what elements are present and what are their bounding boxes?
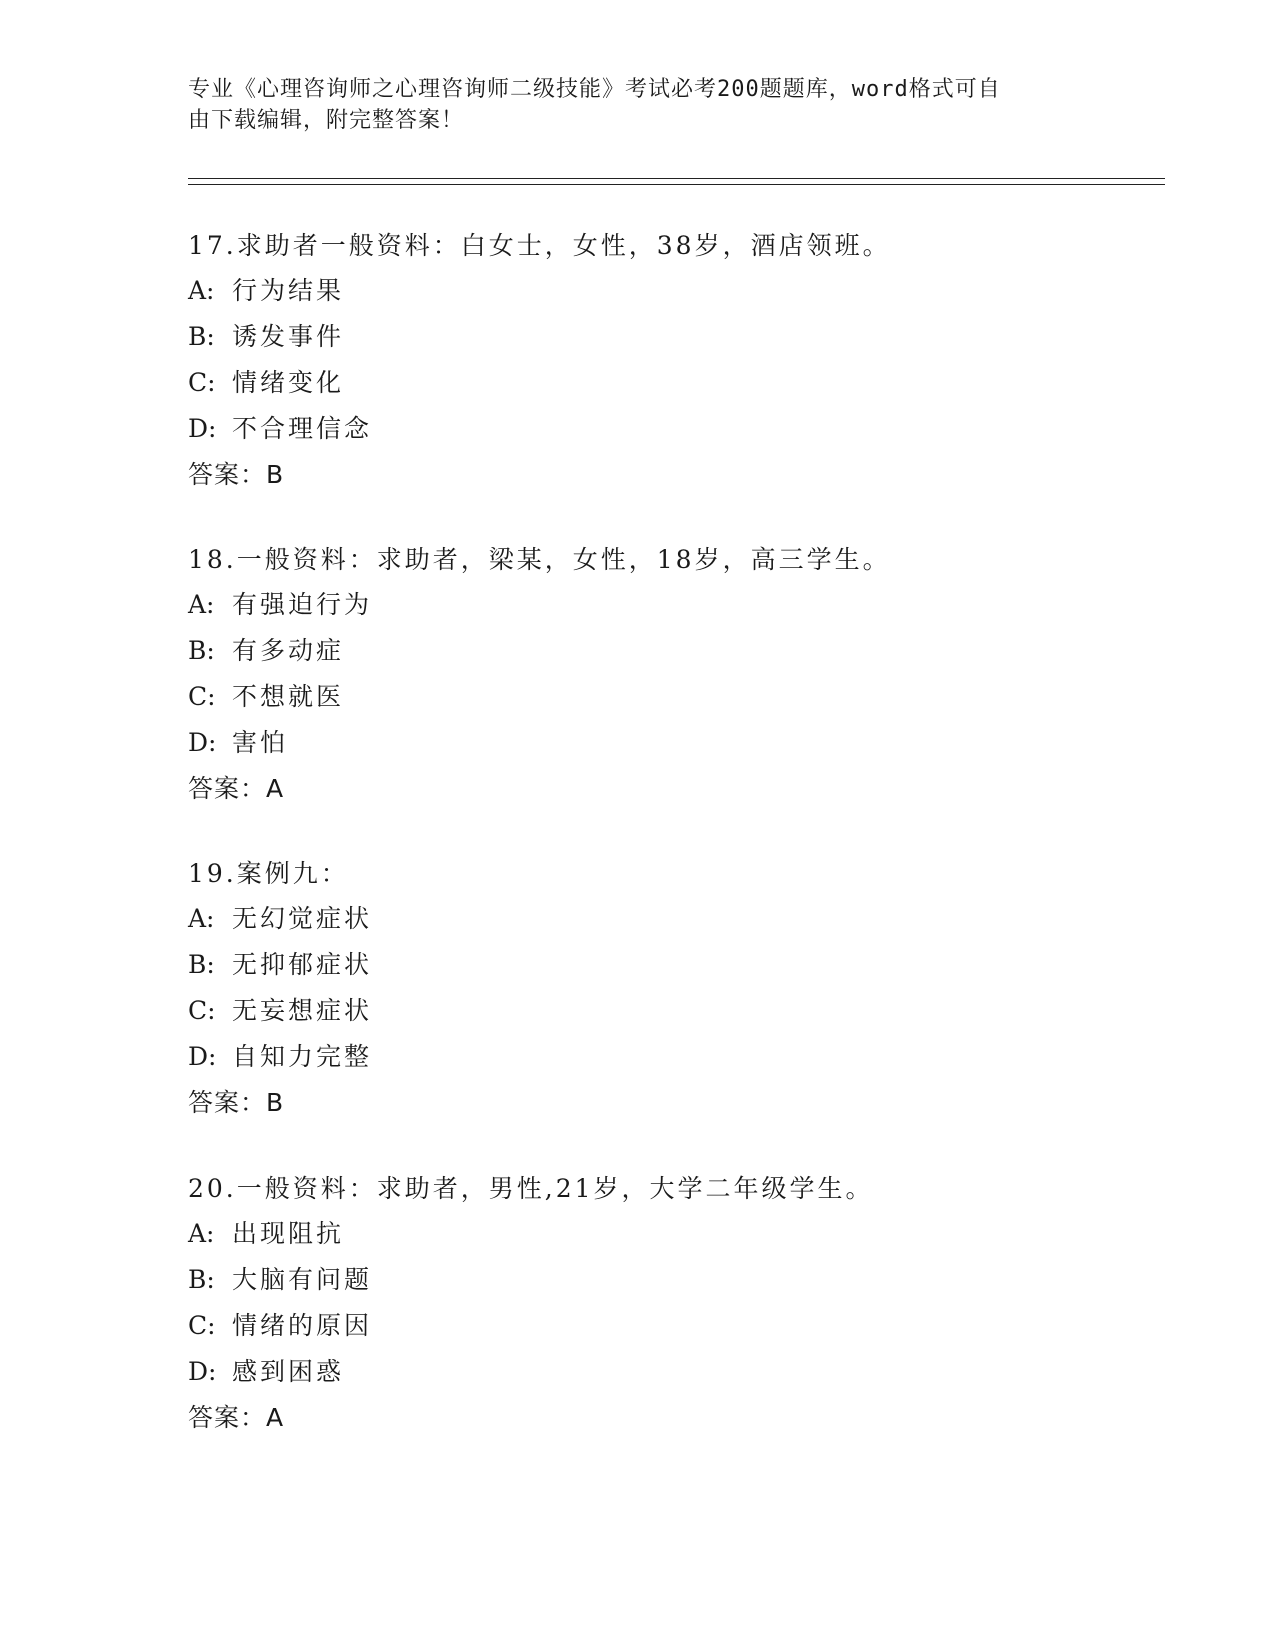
option-text: 出现阻抗 [232, 1219, 345, 1248]
question-18 [188, 537, 1188, 812]
option-a [188, 268, 1188, 314]
option-letter: C: [188, 682, 216, 711]
option-b [188, 314, 1188, 360]
option-text: 自知力完整 [232, 1042, 373, 1071]
option-c [188, 674, 1188, 720]
option-c [188, 360, 1188, 406]
header-divider-bottom [188, 184, 1165, 185]
option-text: 不想就医 [232, 682, 345, 711]
option-letter: B: [188, 322, 215, 351]
option-letter: D: [188, 1357, 217, 1386]
option-d [188, 1349, 1188, 1395]
question-stem: 18.一般资料：求助者，梁某，女性，18岁，高三学生。 [188, 545, 891, 574]
answer-line: 答案：B [188, 460, 285, 489]
option-text: 有多动症 [232, 636, 345, 665]
header-line-1: 专业《心理咨询师之心理咨询师二级技能》考试必考200题题库，word格式可自 [188, 77, 1001, 102]
option-text: 害怕 [232, 728, 289, 757]
option-b [188, 942, 1188, 988]
option-text: 无妄想症状 [232, 996, 373, 1025]
option-letter: A: [188, 276, 215, 305]
option-text: 无幻觉症状 [232, 904, 373, 933]
option-d [188, 720, 1188, 766]
option-a [188, 582, 1188, 628]
option-text: 感到困惑 [232, 1357, 345, 1386]
header-divider-top [188, 178, 1165, 179]
option-b [188, 628, 1188, 674]
option-letter: A: [188, 904, 215, 933]
option-c [188, 1303, 1188, 1349]
option-a [188, 896, 1188, 942]
option-letter: D: [188, 1042, 217, 1071]
option-letter: D: [188, 728, 217, 757]
option-letter: B: [188, 636, 215, 665]
option-d [188, 1034, 1188, 1080]
option-letter: A: [188, 1219, 215, 1248]
question-20 [188, 1166, 1188, 1441]
option-letter: B: [188, 950, 215, 979]
option-text: 诱发事件 [232, 322, 345, 351]
option-b [188, 1257, 1188, 1303]
header-line-2: 由下载编辑，附完整答案！ [188, 108, 465, 133]
question-17 [188, 223, 1188, 498]
option-text: 无抑郁症状 [232, 950, 373, 979]
option-letter: C: [188, 1311, 216, 1340]
option-a [188, 1211, 1188, 1257]
option-letter: C: [188, 996, 216, 1025]
option-c [188, 988, 1188, 1034]
option-text: 有强迫行为 [232, 590, 373, 619]
option-text: 情绪变化 [232, 368, 345, 397]
option-letter: D: [188, 414, 217, 443]
document-header [188, 74, 1088, 136]
question-stem: 20.一般资料：求助者，男性,21岁，大学二年级学生。 [188, 1174, 874, 1203]
option-letter: B: [188, 1265, 215, 1294]
option-text: 情绪的原因 [232, 1311, 373, 1340]
option-text: 行为结果 [232, 276, 345, 305]
option-letter: C: [188, 368, 216, 397]
question-stem: 19.案例九： [188, 859, 349, 888]
option-text: 大脑有问题 [232, 1265, 373, 1294]
answer-line: 答案：A [188, 1403, 285, 1432]
answer-line: 答案：A [188, 774, 285, 803]
answer-line: 答案：B [188, 1088, 285, 1117]
question-stem: 17.求助者一般资料：白女士，女性，38岁，酒店领班。 [188, 231, 891, 260]
option-d [188, 406, 1188, 452]
option-text: 不合理信念 [232, 414, 373, 443]
option-letter: A: [188, 590, 215, 619]
question-19 [188, 851, 1188, 1126]
